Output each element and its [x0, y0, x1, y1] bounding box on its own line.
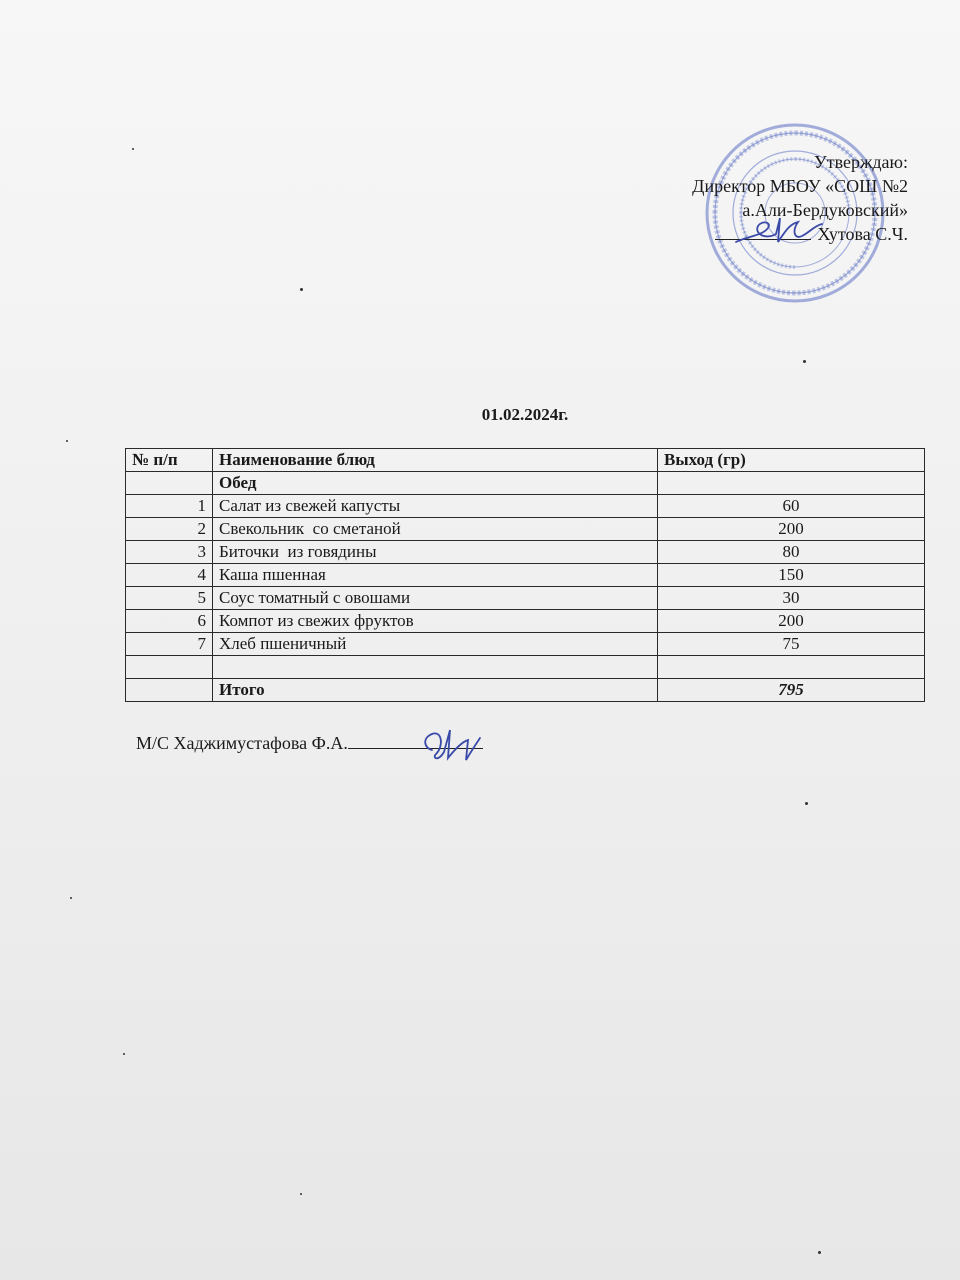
paper-speck	[300, 1193, 302, 1195]
table-row: 5 Соус томатный с овошами 30	[126, 587, 925, 610]
table-row: 3 Биточки из говядины 80	[126, 541, 925, 564]
total-value: 795	[658, 679, 925, 702]
nurse-signature-icon	[410, 718, 500, 768]
table-row: 1 Салат из свежей капусты 60	[126, 495, 925, 518]
table-row: 6 Компот из свежих фруктов 200	[126, 610, 925, 633]
nurse-name: М/С Хаджимустафова Ф.А.	[136, 733, 348, 753]
table-row: 2 Свекольник со сметаной 200	[126, 518, 925, 541]
paper-speck	[805, 802, 808, 805]
director-signature-icon	[728, 206, 828, 252]
menu-table	[125, 448, 925, 702]
header-dish-name: Наименование блюд	[213, 449, 658, 472]
total-row	[126, 679, 925, 702]
paper-speck	[803, 360, 806, 363]
paper-speck	[123, 1053, 125, 1055]
paper-speck	[66, 440, 68, 442]
total-label: Итого	[213, 679, 658, 702]
approval-title: Утверждаю:	[813, 152, 908, 172]
header-number: № п/п	[126, 449, 213, 472]
paper-speck	[300, 288, 303, 291]
paper-speck	[818, 1251, 821, 1254]
empty-row	[126, 656, 925, 679]
header-yield: Выход (гр)	[658, 449, 925, 472]
approval-position: Директор МБОУ «СОШ №2	[692, 176, 908, 196]
paper-speck	[70, 897, 72, 899]
section-row	[126, 472, 925, 495]
approval-name: Хутова С.Ч.	[817, 224, 908, 244]
table-row: 4 Каша пшенная 150	[126, 564, 925, 587]
table-row: 7 Хлеб пшеничный 75	[126, 633, 925, 656]
menu-date: 01.02.2024г.	[481, 405, 569, 424]
approval-school: а.Али-Бердуковский»	[742, 200, 908, 220]
table-header-row	[126, 449, 925, 472]
section-label: Обед	[213, 472, 658, 495]
paper-speck	[132, 148, 134, 150]
